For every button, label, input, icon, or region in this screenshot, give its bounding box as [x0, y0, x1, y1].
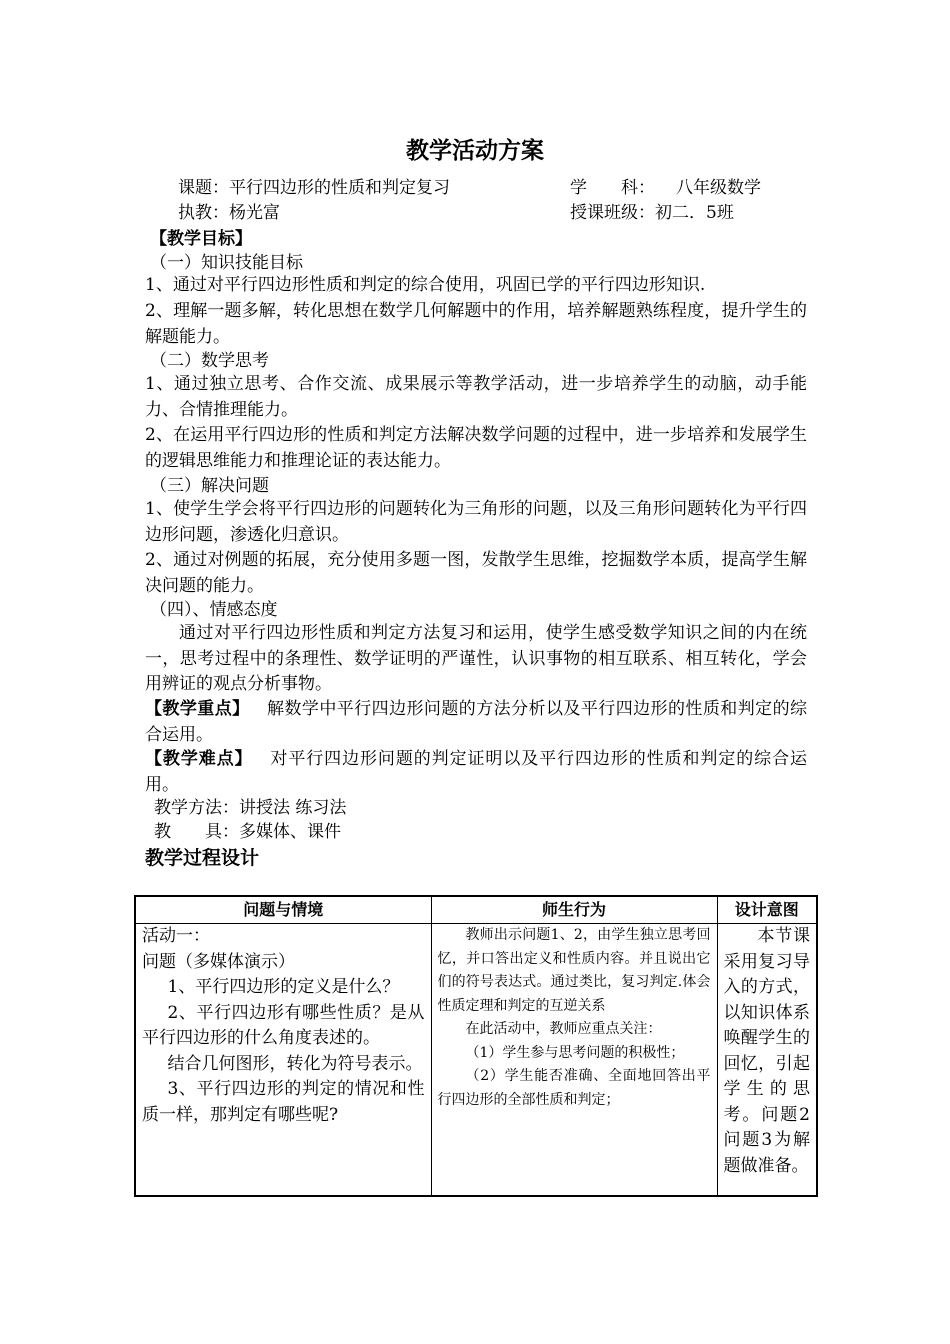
cell-text: 在此活动中，教师应重点关注：: [465, 1021, 662, 1037]
col-header-situation: 问题与情境: [135, 896, 431, 924]
goal-1-1: 1、通过对平行四边形性质和判定的综合使用，巩固已学的平行四边形知识.: [145, 275, 706, 295]
teaching-tools: 教 具：多媒体、课件: [154, 822, 341, 842]
process-table: [134, 895, 818, 1197]
topic-line: 课题：平行四边形的性质和判定复习: [178, 178, 450, 198]
goal-section-2-title: （二）数学思考: [150, 351, 269, 371]
cell-text: 本节课采用复习导入的方式，以知识体系唤醒学生的回忆，引起学生的思考。问题2问题3为解题做准备。: [723, 926, 810, 1176]
document-title: 教学活动方案: [406, 138, 544, 164]
cell-behavior: [431, 924, 717, 1196]
cell-text: 活动一：: [142, 926, 210, 946]
cell-text: 结合几何图形，转化为符号表示。: [167, 1053, 423, 1074]
cell-text: 问题（多媒体演示）: [142, 951, 295, 972]
class-line: 授课班级：初二．5班: [570, 203, 734, 223]
key-point-text: 解数学中平行四边形问题的方法分析以及平行四边形的性质和判定的综合运用。: [145, 699, 808, 745]
difficult-point-label: 【教学难点】: [145, 749, 253, 769]
process-heading: 教学过程设计: [145, 847, 260, 869]
goal-3-1: 1、使学生学会将平行四边形的问题转化为三角形的问题，以及三角形问题转化为平行四边形问题，渗透化归意识。: [145, 499, 807, 545]
subject-value: 八年级数学: [676, 178, 761, 198]
goal-section-4-title: （四）、情感态度: [150, 600, 278, 620]
goal-section-1-title: （一）知识技能目标: [150, 253, 303, 273]
key-point: [145, 697, 807, 748]
difficult-point-text: 对平行四边形问题的判定证明以及平行四边形的性质和判定的综合运用。: [145, 749, 807, 795]
goal-1-2: 2、理解一题多解，转化思想在数学几何解题中的作用，培养解题熟练程度，提升学生的解题能力。: [145, 301, 807, 347]
cell-text: （2）学生能否准确、全面地回答出平行四边形的全部性质和判定；: [437, 1068, 711, 1108]
col-header-intent: 设计意图: [717, 896, 817, 924]
cell-text: 1、平行四边形的定义是什么？: [167, 977, 400, 997]
goals-heading: 【教学目标】: [150, 229, 252, 249]
cell-text: 3、平行四边形的判定的情况和性质一样，那判定有哪些呢?: [142, 1079, 425, 1125]
goal-3-2: 2、通过对例题的拓展，充分使用多题一图，发散学生思维，挖掘数学本质，提高学生解决问题的能力。: [145, 550, 807, 596]
cell-text: 教师出示问题1、2，由学生独立思考回忆，并口答出定义和性质内容。并且说出它们的符号表达式。通过类比，复习判定.体会性质定理和判定的互逆关系: [437, 927, 711, 1014]
cell-situation: [135, 924, 431, 1196]
teaching-method: 教学方法：讲授法 练习法: [154, 798, 347, 818]
cell-text: （1）学生参与思考问题的积极性；: [465, 1044, 685, 1061]
key-point-label: 【教学重点】: [145, 699, 250, 719]
table-row: [135, 924, 817, 1196]
difficult-point: [145, 747, 807, 798]
goal-4-1: 通过对平行四边形性质和判定方法复习和运用，使学生感受数学知识之间的内在统一，思考过程中的条理性、数学证明的严谨性，认识事物的相互联系、相互转化，学会用辨证的观点分析事物。: [145, 623, 807, 694]
goal-section-3-title: （三）解决问题: [150, 476, 269, 496]
teacher-line: 执教：杨光富: [178, 203, 280, 223]
subject-label: 学 科：: [570, 178, 655, 198]
goal-2-1: 1、通过独立思考、合作交流、成果展示等教学活动，进一步培养学生的动脑，动手能力、合情推理能力。: [145, 374, 807, 420]
cell-intent: [717, 924, 817, 1196]
col-header-behavior: 师生行为: [431, 896, 717, 924]
table-header-row: [135, 896, 817, 924]
goal-2-2: 2、在运用平行四边形的性质和判定方法解决数学问题的过程中，进一步培养和发展学生的逻辑思维能力和推理论证的表达能力。: [145, 425, 807, 471]
cell-text: 2、平行四边形有哪些性质？是从平行四边形的什么角度表述的。: [142, 1002, 425, 1048]
